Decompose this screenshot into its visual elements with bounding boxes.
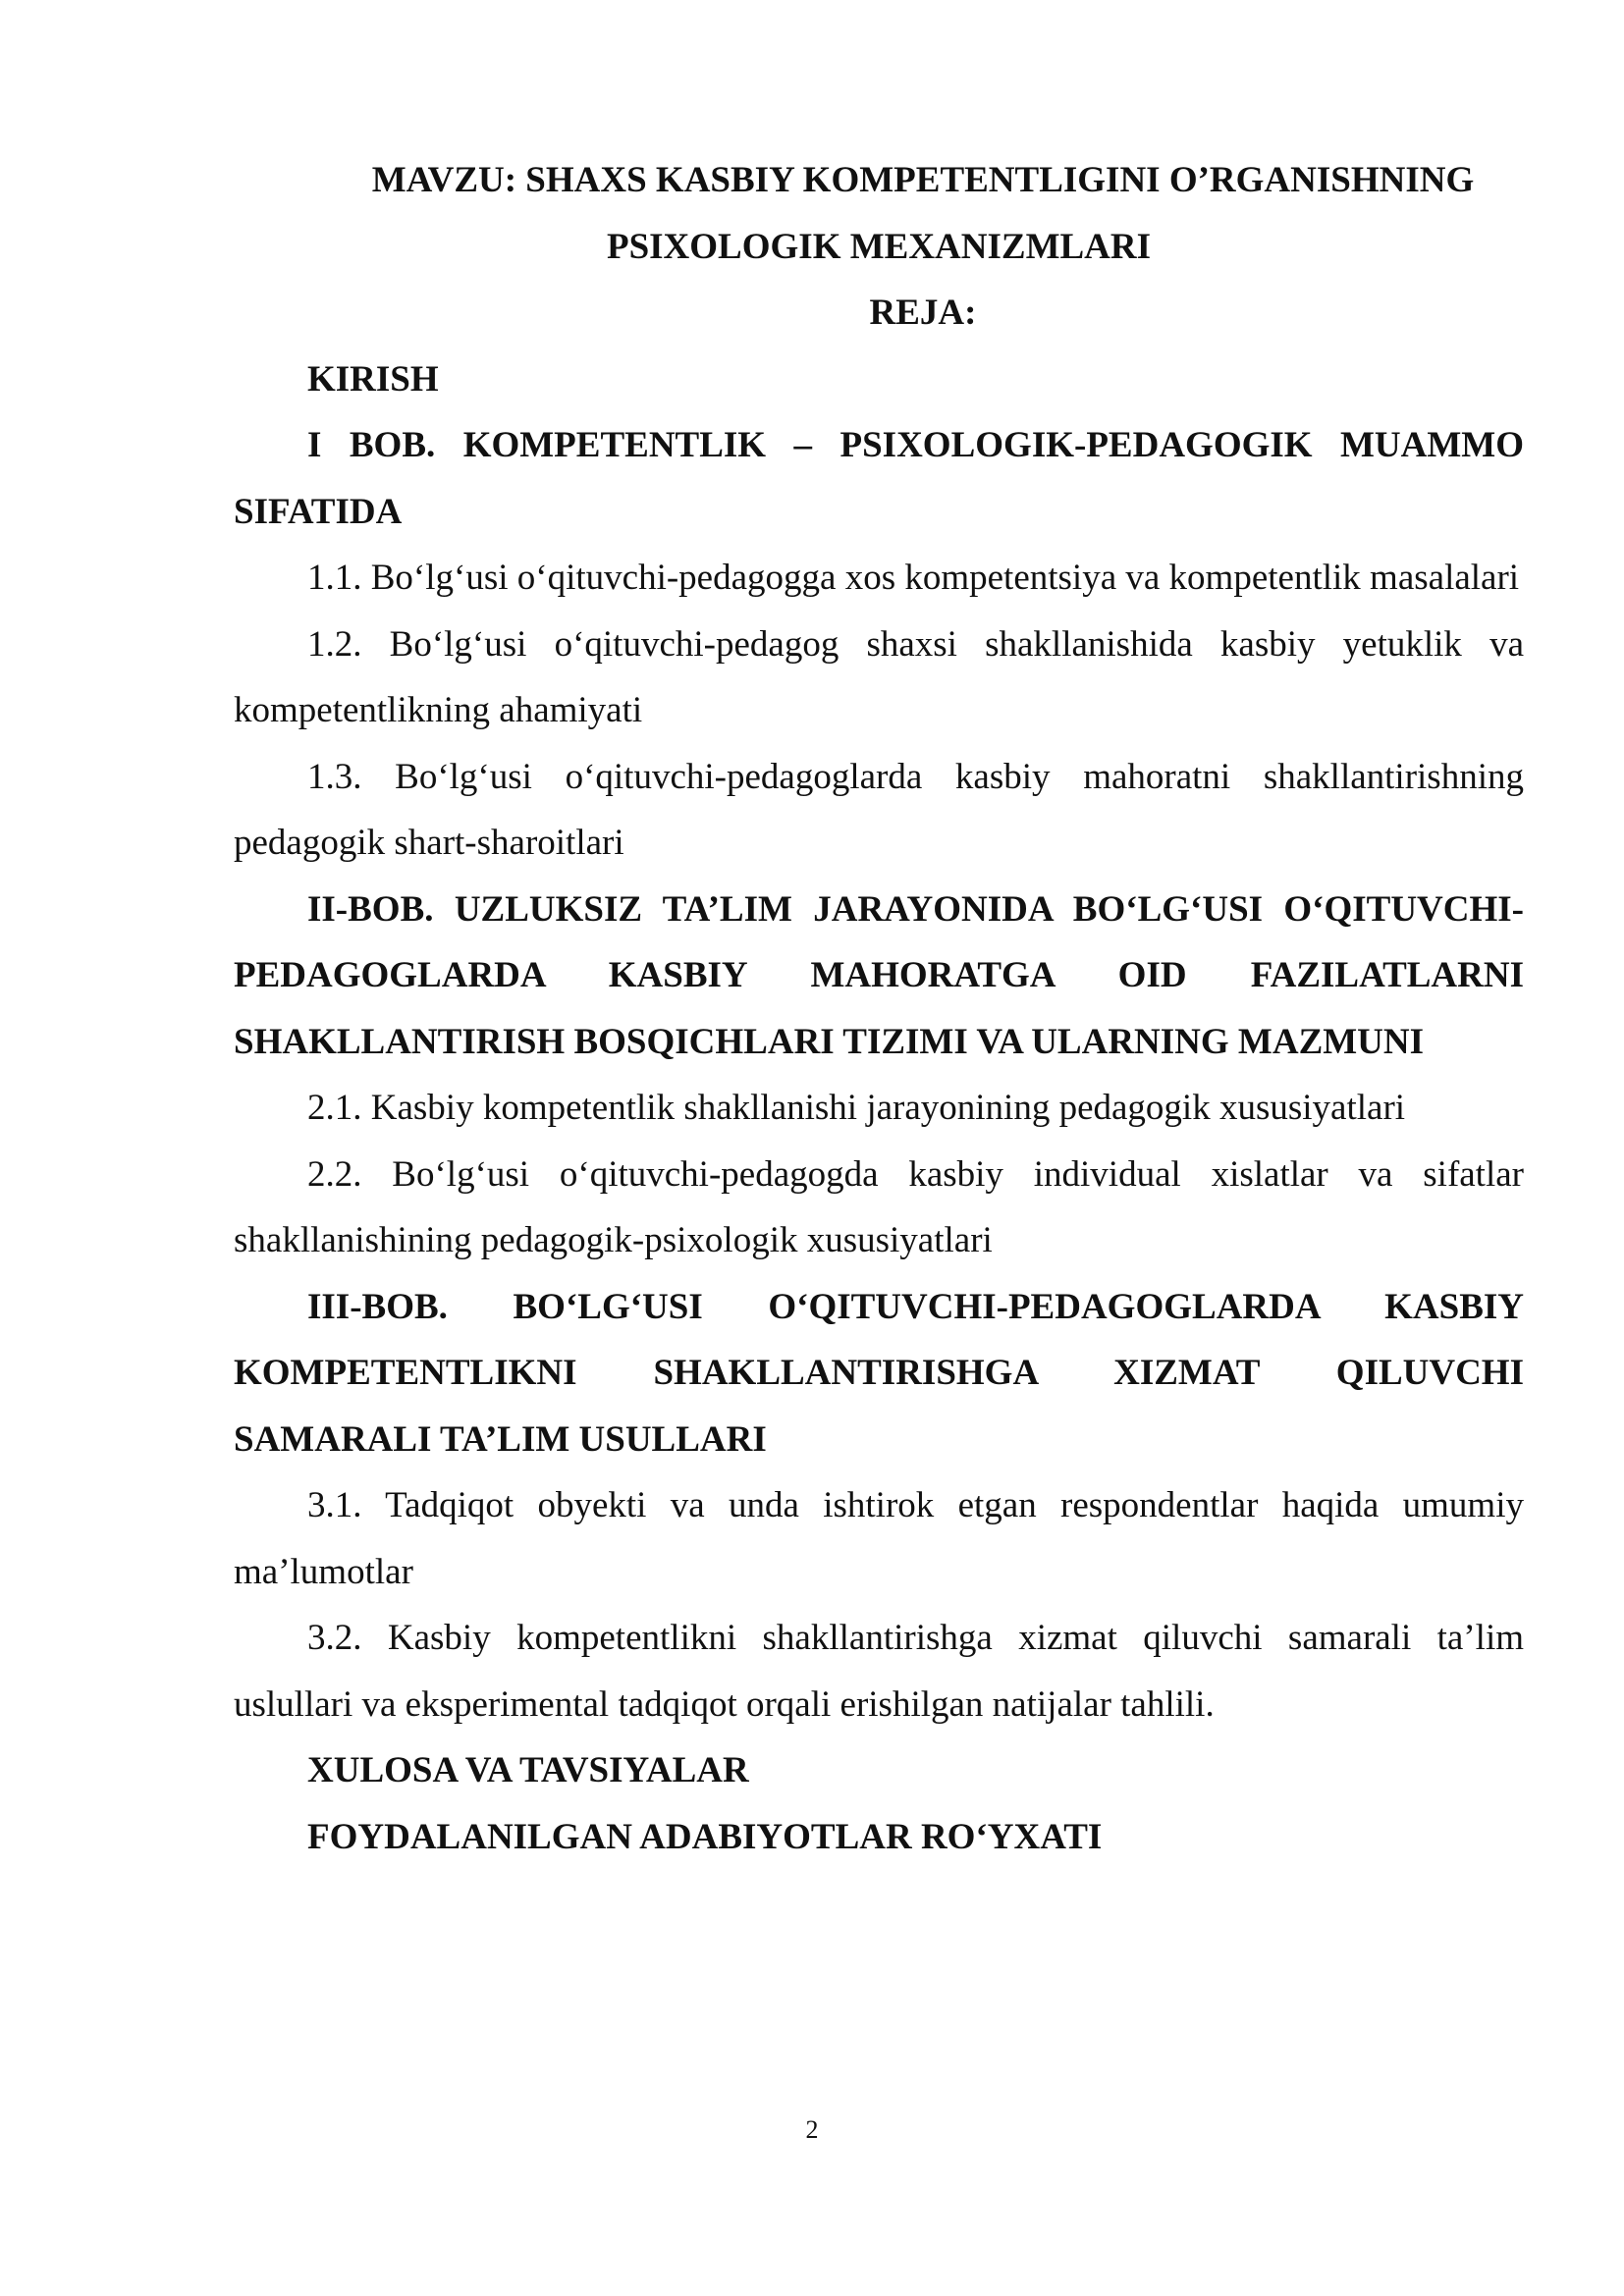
conclusion-heading: XULOSA VA TAVSIYALAR — [307, 1750, 749, 1790]
table-of-contents — [234, 147, 1524, 1870]
section-1-3: 1.3. Bo‘lg‘usi o‘qituvchi-pedagoglarda kasbiy mahoratni shakllantirishning pedagogik shart-sharoitlari — [234, 756, 1524, 863]
chapter-1-heading: I BOB. KOMPETENTLIK – PSIXOLOGIK-PEDAGOGIK MUAMMO SIFATIDA — [234, 425, 1524, 532]
page-number: 2 — [805, 2115, 819, 2144]
section-3-1: 3.1. Tadqiqot obyekti va unda ishtirok etgan respondentlar haqida umumiy ma’lumotlar — [234, 1485, 1524, 1592]
intro-heading: KIRISH — [307, 358, 439, 400]
section-2-2: 2.2. Bo‘lg‘usi o‘qituvchi-pedagogda kasbiy individual xislatlar va sifatlar shakllanishining pedagogik-psixologik xususiyatlari — [234, 1153, 1524, 1260]
section-1-1: 1.1. Bo‘lg‘usi o‘qituvchi-pedagogga xos kompetentsiya va kompetentlik masalalari — [307, 558, 1520, 598]
references-heading: FOYDALANILGAN ADABIYOTLAR RO‘YXATI — [307, 1816, 1103, 1857]
plan-heading: REJA: — [869, 293, 977, 333]
section-2-1: 2.1. Kasbiy kompetentlik shakllanishi jarayonining pedagogik xususiyatlari — [307, 1088, 1406, 1128]
section-1-2: 1.2. Bo‘lg‘usi o‘qituvchi-pedagog shaxsi shakllanishida kasbiy yetuklik va kompetentlikning ahamiyati — [234, 623, 1524, 730]
title-line-1: MAVZU: SHAXS KASBIY KOMPETENTLIGINI O’RGANISHNING — [371, 160, 1475, 200]
section-3-2: 3.2. Kasbiy kompetentlikni shakllantirishga xizmat qiluvchi samarali ta’lim uslullari va eksperimental tadqiqot orqali erishilgan natijalar tahlili. — [234, 1618, 1524, 1725]
title-line-2: PSIXOLOGIK MEXANIZMLARI — [606, 226, 1152, 267]
chapter-3-heading: III-BOB. BO‘LG‘USI O‘QITUVCHI-PEDAGOGLARDA KASBIY KOMPETENTLIKNI SHAKLLANTIRISHGA XIZMAT QILUVCHI SAMARALI TA’LIM USULLARI — [234, 1286, 1524, 1460]
chapter-2-heading: II-BOB. UZLUKSIZ TA’LIM JARAYONIDA BO‘LG‘USI O‘QITUVCHI-PEDAGOGLARDA KASBIY MAHORATGA OID FAZILATLARNI SHAKLLANTIRISH BOSQICHLARI TIZIMI VA ULARNING MAZMUNI — [234, 888, 1524, 1062]
